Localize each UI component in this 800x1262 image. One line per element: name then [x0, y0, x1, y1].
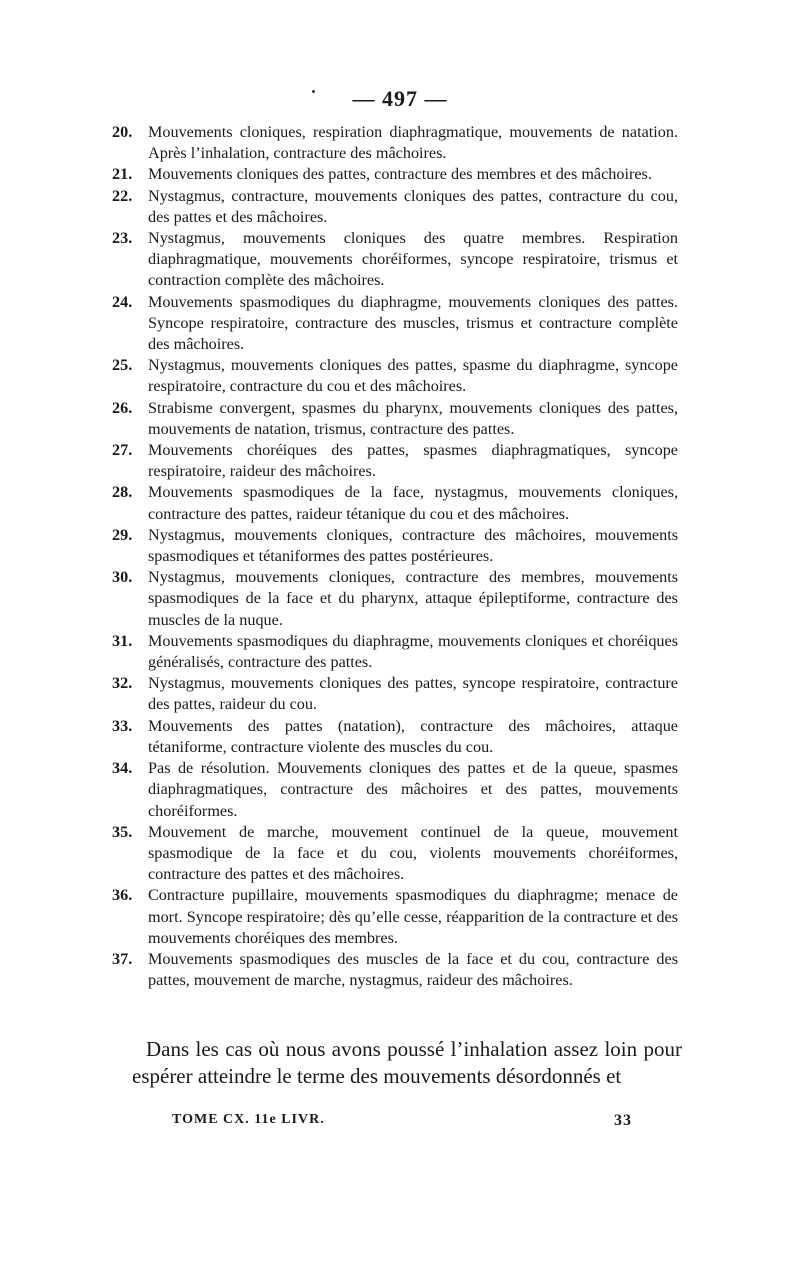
- numbered-list: [112, 122, 678, 991]
- list-item: [112, 186, 678, 228]
- list-item-text: Mouvements spasmodiques du diaphragme, mouvements cloniques des pattes. Syncope respiratoire, contracture des muscles, trismus et contracture complète des mâchoires.: [148, 292, 678, 354]
- list-item-text: Contracture pupillaire, mouvements spasmodiques du diaphragme; menace de mort. Syncope respiratoire; dès qu’elle cesse, réapparition de la contracture et des mouvements choréiques des membres.: [148, 886, 678, 947]
- list-item-text: Mouvements cloniques, respiration diaphragmatique, mouvements de natation. Après l’inhalation, contracture des mâchoires.: [148, 123, 678, 163]
- list-item-number: 35.: [112, 822, 133, 841]
- list-item-number: 32.: [112, 674, 133, 693]
- list-item-text: Mouvements cloniques des pattes, contracture des membres et des mâchoires.: [148, 165, 652, 184]
- list-item-text: Mouvements spasmodiques de la face, nystagmus, mouvements cloniques, contracture des pattes, raideur tétanique du cou et des mâchoires.: [148, 483, 678, 523]
- list-item: [112, 482, 678, 524]
- list-item-number: 26.: [112, 398, 133, 417]
- list-item-number: 22.: [112, 186, 133, 205]
- list-item-text: Mouvements des pattes (natation), contracture des mâchoires, attaque tétaniforme, contracture violente des muscles du cou.: [148, 716, 678, 756]
- list-item-text: Nystagmus, contracture, mouvements cloniques des pattes, contracture du cou, des pattes et des mâchoires.: [148, 186, 678, 226]
- list-item: [112, 164, 678, 185]
- list-item: [112, 440, 678, 482]
- list-item: [112, 228, 678, 292]
- list-item: [112, 525, 678, 567]
- list-item-text: Nystagmus, mouvements cloniques des pattes, spasme du diaphragme, syncope respiratoire, contracture du cou et des mâchoires.: [148, 356, 678, 396]
- list-item-number: 30.: [112, 568, 133, 587]
- list-item: [112, 758, 678, 822]
- page-number: — 497 —: [352, 86, 448, 111]
- list-item-text: Mouvements spasmodiques du diaphragme, mouvements cloniques et choréiques généralisés, contracture des pattes.: [148, 631, 678, 672]
- list-item: [112, 122, 678, 164]
- list-item-number: 31.: [112, 631, 133, 650]
- list-item-number: 29.: [112, 525, 133, 544]
- list-item-text: Pas de résolution. Mouvements cloniques des pattes et de la queue, spasmes diaphragmatiques, contracture des mâchoires et des pattes, mouvements choréiformes.: [148, 759, 678, 820]
- list-item: [112, 567, 678, 631]
- list-item-number: 27.: [112, 441, 133, 460]
- list-item-number: 25.: [112, 356, 133, 375]
- list-item: [112, 631, 678, 673]
- list-item: [112, 673, 678, 715]
- list-item: [112, 355, 678, 397]
- signature-volume: TOME CX. 11e LIVR.: [172, 1112, 325, 1127]
- list-item: [112, 716, 678, 758]
- list-item-text: Nystagmus, mouvements cloniques des quatre membres. Respiration diaphragmatique, mouvements choréiformes, syncope respiratoire, trismus et contraction complète des mâchoires.: [148, 229, 678, 290]
- list-item-number: 33.: [112, 716, 133, 735]
- signature-sheet-number: 33: [614, 1112, 632, 1129]
- list-item-text: Mouvements spasmodiques des muscles de la face et du cou, contracture des pattes, mouvement de marche, nystagmus, raideur des mâchoires.: [148, 949, 678, 990]
- list-item: [112, 949, 678, 991]
- list-item-number: 34.: [112, 759, 133, 778]
- list-item-text: Nystagmus, mouvements cloniques des pattes, syncope respiratoire, contracture des pattes, raideur du cou.: [148, 674, 678, 714]
- list-item-number: 36.: [112, 886, 133, 905]
- list-item: [112, 398, 678, 440]
- list-item-number: 28.: [112, 483, 133, 502]
- list-item-text: Mouvement de marche, mouvement continuel de la queue, mouvement spasmodique de la face et du cou, violents mouvements choréiformes, contracture des pattes et des mâchoires.: [148, 822, 678, 884]
- list-item-number: 37.: [112, 949, 133, 968]
- body-paragraph: Dans les cas où nous avons poussé l’inhalation assez loin pour espérer atteindre le terme des mouvements désordonnés et: [132, 1037, 682, 1088]
- list-item: [112, 822, 678, 886]
- list-item-number: 21.: [112, 165, 133, 184]
- list-item-text: Mouvements choréiques des pattes, spasmes diaphragmatiques, syncope respiratoire, raideur des mâchoires.: [148, 441, 678, 481]
- list-item-text: Nystagmus, mouvements cloniques, contracture des mâchoires, mouvements spasmodiques et tétaniformes des pattes postérieures.: [148, 525, 678, 566]
- list-item-number: 20.: [112, 123, 133, 141]
- list-item: [112, 885, 678, 949]
- list-item-number: 24.: [112, 292, 133, 311]
- list-item-text: Nystagmus, mouvements cloniques, contracture des membres, mouvements spasmodiques de la face et du pharynx, attaque épileptiforme, contracture des muscles de la nuque.: [148, 568, 678, 629]
- list-item: [112, 292, 678, 356]
- list-item-number: 23.: [112, 229, 133, 248]
- list-item-text: Strabisme convergent, spasmes du pharynx, mouvements cloniques des pattes, mouvements de natation, trismus, contracture des pattes.: [148, 398, 678, 438]
